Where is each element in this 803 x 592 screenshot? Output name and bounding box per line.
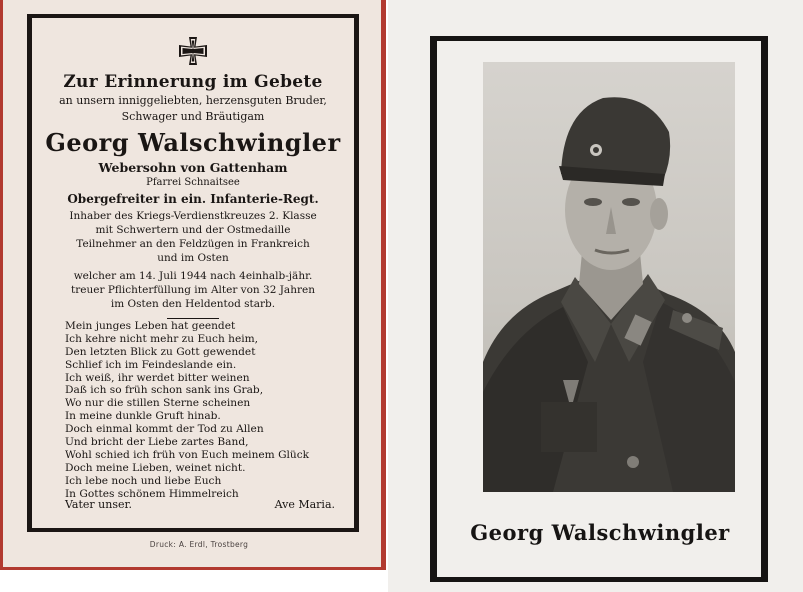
detail-line: und im Osten [157,252,229,264]
poem-line: Ich lebe noch und liebe Euch [65,474,222,487]
deceased-name: Georg Walschwingler [45,128,341,157]
soldier-portrait-photo [483,62,735,492]
parish-line: Pfarrei Schnaitsee [146,177,240,188]
memorial-card-text-side [3,0,381,567]
printer-imprint: Druck: A. Erdl, Trostberg [149,540,249,549]
poem-line: Ich weiß, ihr werdet bitter weinen [65,371,250,384]
poem-line: Mein junges Leben hat geendet [65,320,236,332]
origin-line: Webersohn von Gattenham [98,160,288,175]
rank-line: Obergefreiter in ein. Infanterie-Regt. [67,192,319,206]
poem-line: Doch meine Lieben, weinet nicht. [65,461,246,474]
memorial-card-photo-side [388,0,803,592]
poem-line: Wo nur die stillen Sterne scheinen [65,397,251,410]
poem-line: In meine dunkle Gruft hinab. [65,410,221,423]
poem-line: Schlief ich im Feindeslande ein. [65,358,237,371]
left-card-backing [0,0,386,570]
poem-line: Doch einmal kommt der Tod zu Allen [65,423,264,436]
detail-line: welcher am 14. Juli 1944 nach 4einhalb-jähr. [73,270,313,282]
detail-line: Inhaber des Kriegs-Verdienstkreuzes 2. Klasse [69,210,317,222]
detail-line: mit Schwertern und der Ostmedaille [95,224,291,236]
closing-prayer-right: Ave Maria. [274,498,335,511]
intro-line-2: Schwager und Bräutigam [121,110,265,123]
poem-line: Ich kehre nicht mehr zu Euch heim, [65,332,259,345]
poem-line: Wohl schied ich früh von Euch meinem Glück [65,448,310,461]
poem-line: In Gottes schönem Himmelreich [65,487,239,500]
poem-line: Und bricht der Liebe zartes Band, [65,436,249,449]
iron-cross-icon [176,34,210,68]
divider [167,318,219,319]
portrait-illustration [483,62,735,492]
detail-line: im Osten den Heldentod starb. [110,298,276,310]
text-content [39,28,347,528]
detail-line: treuer Pflichterfüllung im Alter von 32 Jahren [71,284,315,296]
intro-line-1: an unsern inniggeliebten, herzensguten Bruder, [59,94,327,107]
closing-prayer-left: Vater unser. [65,498,133,511]
photo-caption-name: Georg Walschwingler [470,520,730,545]
poem-line: Den letzten Blick zu Gott gewendet [65,345,256,358]
poem [65,320,335,500]
poem-line: Daß ich so früh schon sank ins Grab, [65,384,264,397]
heading: Zur Erinnerung im Gebete [63,72,323,92]
detail-line: Teilnehmer an den Feldzügen in Frankreich [76,238,310,250]
